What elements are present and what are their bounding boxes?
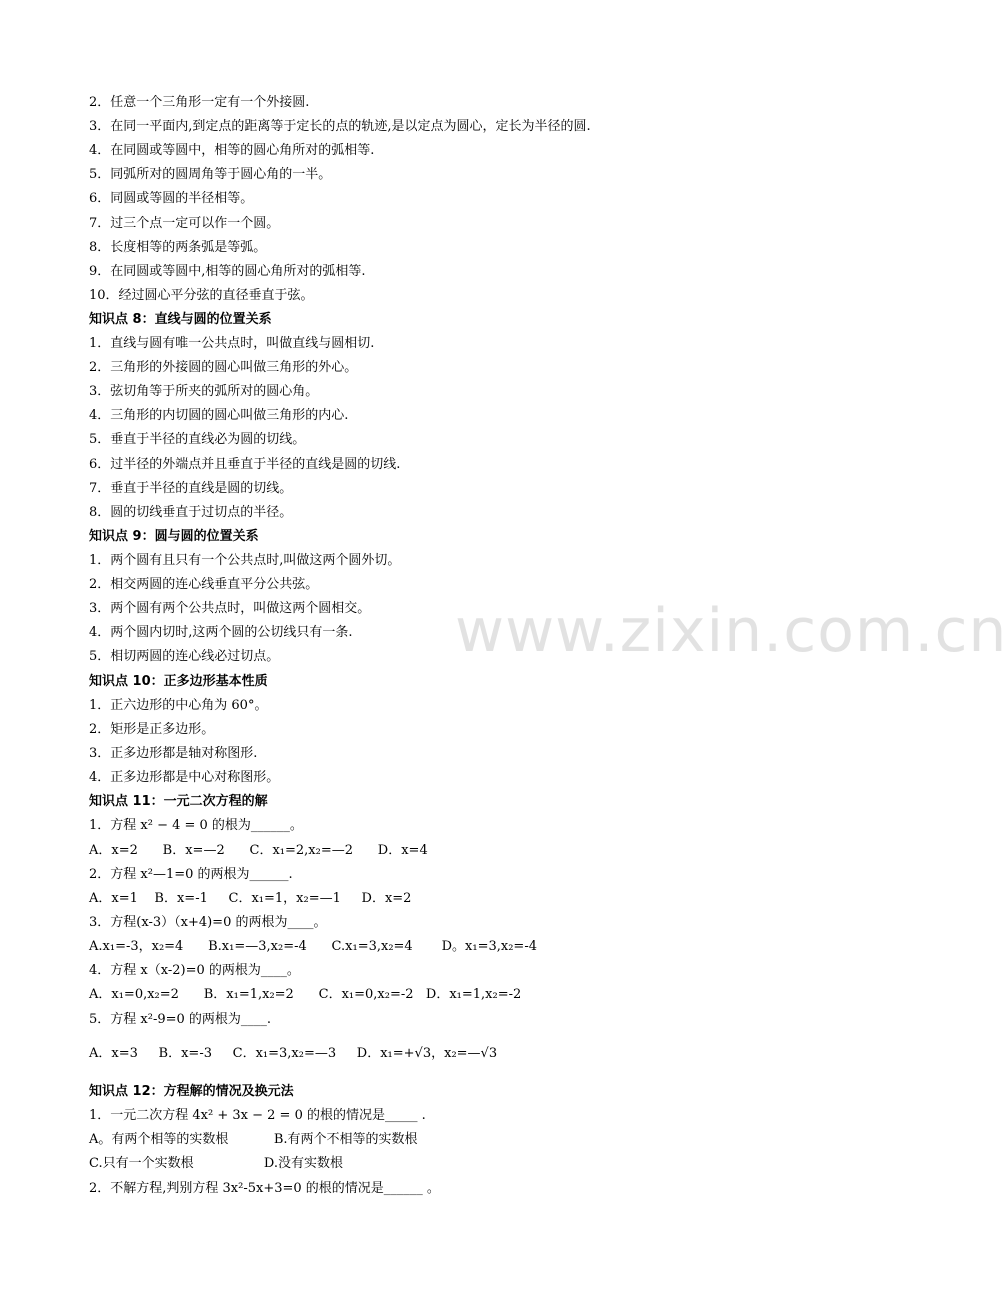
question-line: 4．方程 x（x-2)=0 的两根为____。 — [89, 963, 300, 978]
text-line: 4．在同圆或等圆中，相等的圆心角所对的弧相等. — [89, 143, 375, 158]
text-line: 3．两个圆有两个公共点时，叫做这两个圆相交。 — [89, 601, 371, 616]
text-line: 4．三角形的内切圆的圆心叫做三角形的内心. — [89, 408, 349, 423]
section-heading: 知识点 12：方程解的情况及换元法 — [89, 1084, 294, 1099]
question-line: 1．方程 x² − 4 = 0 的根为______。 — [89, 818, 303, 833]
text-line: 7．过三个点一定可以作一个圆。 — [89, 216, 280, 231]
text-line: 5．同弧所对的圆周角等于圆心角的一半。 — [89, 167, 332, 182]
text-line: 8．圆的切线垂直于过切点的半径。 — [89, 505, 293, 520]
question-line: 2．不解方程,判别方程 3x²-5x+3=0 的根的情况是______ 。 — [89, 1181, 440, 1196]
text-line: 3．在同一平面内,到定点的距离等于定长的点的轨迹,是以定点为圆心，定长为半径的圆. — [89, 119, 591, 134]
text-line: 9．在同圆或等圆中,相等的圆心角所对的弧相等. — [89, 264, 366, 279]
text-line: 2．三角形的外接圆的圆心叫做三角形的外心。 — [89, 360, 358, 375]
text-line: 2．相交两圆的连心线垂直平分公共弦。 — [89, 577, 319, 592]
question-line: 1．一元二次方程 4x² + 3x − 2 = 0 的根的情况是_____ . — [89, 1108, 426, 1123]
text-line: 8．长度相等的两条弧是等弧。 — [89, 240, 267, 255]
text-line: 7．垂直于半径的直线是圆的切线。 — [89, 481, 293, 496]
section-heading: 知识点 9：圆与圆的位置关系 — [89, 529, 259, 544]
text-line: 4．两个圆内切时,这两个圆的公切线只有一条. — [89, 625, 353, 640]
question-line: 5．方程 x²-9=0 的两根为____. — [89, 1012, 272, 1027]
text-line: 1．正六边形的中心角为 60°。 — [89, 698, 268, 713]
options-line: A。有两个相等的实数根 B.有两个不相等的实数根 — [89, 1132, 418, 1147]
text-line: 2．任意一个三角形一定有一个外接圆. — [89, 95, 310, 110]
text-line: 5．垂直于半径的直线必为圆的切线。 — [89, 432, 306, 447]
text-line: 2．矩形是正多边形。 — [89, 722, 215, 737]
options-line: A．x₁=0,x₂=2 B．x₁=1,x₂=2 C．x₁=0,x₂=-2 D．x₁=1,x₂=-2 — [89, 987, 522, 1002]
text-line: 6．同圆或等圆的半径相等。 — [89, 191, 254, 206]
section-heading: 知识点 11：一元二次方程的解 — [89, 794, 268, 809]
text-line: 1．两个圆有且只有一个公共点时,叫做这两个圆外切。 — [89, 553, 401, 568]
text-line: 6．过半径的外端点并且垂直于半径的直线是圆的切线. — [89, 457, 401, 472]
options-line: A．x=2 B．x=—2 C．x₁=2,x₂=—2 D．x=4 — [89, 843, 428, 858]
options-line: A．x=1 B．x=-1 C．x₁=1，x₂=—1 D．x=2 — [89, 891, 412, 906]
text-line: 4．正多边形都是中心对称图形。 — [89, 770, 280, 785]
text-line: 3．弦切角等于所夹的弧所对的圆心角。 — [89, 384, 319, 399]
text-line: 10．经过圆心平分弦的直径垂直于弦。 — [89, 288, 314, 303]
options-line: C.只有一个实数根 D.没有实数根 — [89, 1156, 343, 1171]
watermark: www.zixin.com.cn — [455, 596, 1007, 666]
options-line: A.x₁=-3，x₂=4 B.x₁=—3,x₂=-4 C.x₁=3,x₂=4 D。x₁=3,x₂=-4 — [89, 939, 537, 954]
text-line: 3．正多边形都是轴对称图形. — [89, 746, 258, 761]
text-line: 1．直线与圆有唯一公共点时，叫做直线与圆相切. — [89, 336, 375, 351]
section-heading: 知识点 10：正多边形基本性质 — [89, 674, 268, 689]
question-line: 2．方程 x²—1=0 的两根为______. — [89, 867, 293, 882]
text-line: 5．相切两圆的连心线必过切点。 — [89, 649, 280, 664]
options-line: A．x=3 B．x=-3 C．x₁=3,x₂=—3 D．x₁=+√3，x₂=—√3 — [89, 1046, 498, 1061]
question-line: 3．方程(x-3）（x+4)=0 的两根为____。 — [89, 915, 327, 930]
section-heading: 知识点 8：直线与圆的位置关系 — [89, 312, 272, 327]
